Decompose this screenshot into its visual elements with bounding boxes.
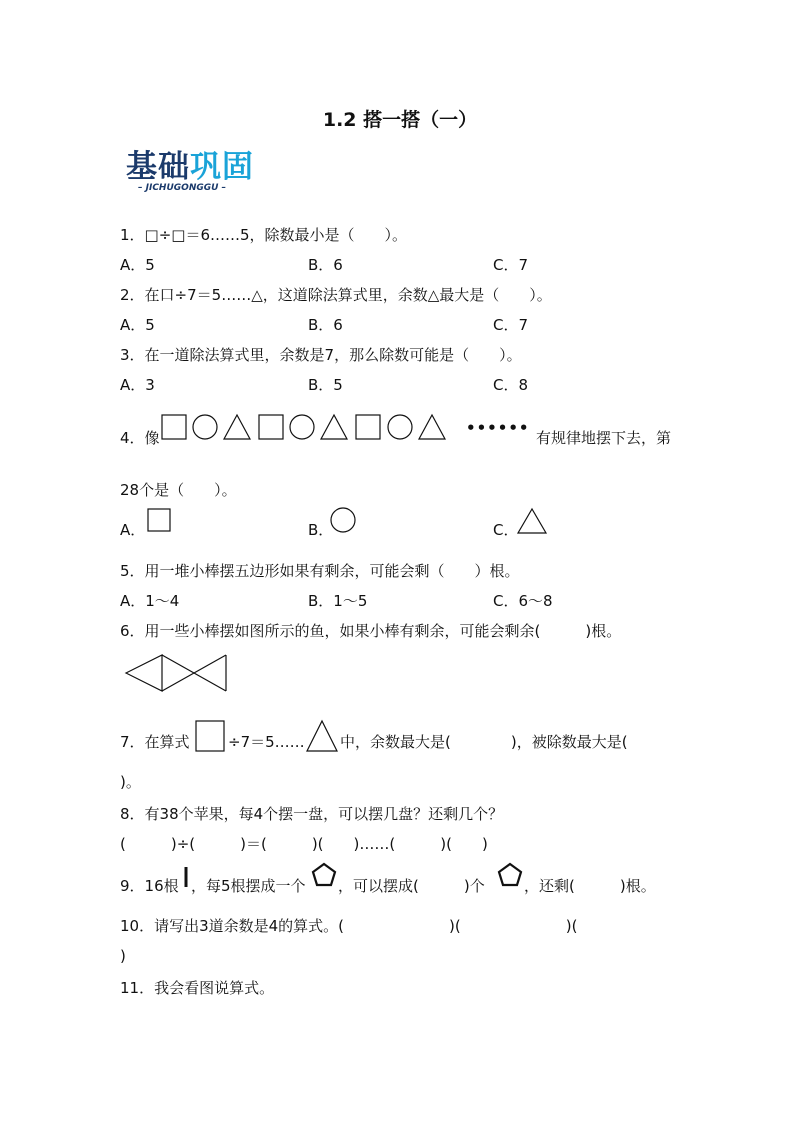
q5-stem: 5．用一堆小棒摆五边形如果有剩余，可能会剩（ ）根。 (120, 562, 520, 580)
triangle-icon (224, 415, 250, 439)
pentagon-icon (497, 862, 523, 888)
q1-option-c: C．7 (493, 256, 529, 274)
q6-stem: 6．用一些小棒摆如图所示的鱼，如果小棒有剩余，可能会剩余( )根。 (120, 622, 622, 640)
q1-option-b: B．6 (308, 256, 343, 274)
q8-stem: 8．有38个苹果，每4个摆一盘，可以摆几盘？还剩几个？ (120, 805, 504, 823)
q2-option-c: C．7 (493, 316, 529, 334)
square-box-icon (194, 719, 226, 753)
q4-option-b: B． (308, 521, 334, 539)
triangle-icon (321, 415, 347, 439)
q9-part4: ，还剩( )根。 (524, 877, 656, 895)
circle-icon (388, 415, 412, 439)
triangle-icon (516, 507, 548, 535)
square-icon (146, 507, 172, 533)
q3-option-c: C．8 (493, 376, 529, 394)
q3-option-b: B．5 (308, 376, 343, 394)
q9-part3: ，可以摆成( )个 (338, 877, 485, 895)
q2-option-b: B．6 (308, 316, 343, 334)
square-icon (162, 415, 186, 439)
q7-line2: )。 (120, 773, 141, 791)
stick-icon (182, 866, 190, 888)
q5-option-b: B．1～5 (308, 592, 368, 610)
triangle-icon (419, 415, 445, 439)
q10-stem: 10．请写出3道余数是4的算式。( )( )( (120, 917, 578, 935)
q7-part2: ÷7＝5…… (228, 733, 305, 751)
q11-stem: 11．我会看图说算式。 (120, 979, 275, 997)
square-icon (356, 415, 380, 439)
circle-icon (290, 415, 314, 439)
q4-prefix: 4．像 (120, 429, 160, 447)
q7-part3: 中，余数最大是( )，被除数最大是( (340, 733, 628, 751)
q5-option-a: A．1～4 (120, 592, 180, 610)
q8-line2: ( )÷( )＝( )( )……( )( ) (120, 835, 488, 853)
q4-option-c: C． (493, 521, 519, 539)
fish-stick-figure (124, 652, 230, 694)
pentagon-icon (311, 862, 337, 888)
q1-option-a: A．5 (120, 256, 155, 274)
q7-part1: 7．在算式 (120, 733, 190, 751)
q9-part1: 9．16根 (120, 877, 179, 895)
q3-stem: 3．在一道除法算式里，余数是7，那么除数可能是（ ）。 (120, 346, 522, 364)
q9-part2: ，每5根摆成一个 (191, 877, 306, 895)
square-icon (259, 415, 283, 439)
q2-option-a: A．5 (120, 316, 155, 334)
circle-icon (193, 415, 217, 439)
triangle-icon (305, 719, 339, 753)
section-logo (126, 150, 268, 194)
q5-option-c: C．6～8 (493, 592, 553, 610)
q4-ellipsis-dots: •••••• (466, 419, 530, 437)
shape-pattern-sequence (160, 412, 456, 444)
q4-option-a: A． (120, 521, 146, 539)
q4-suffix: 有规律地摆下去，第 (536, 429, 672, 447)
q10-line2: ) (120, 947, 126, 965)
q4-line2: 28个是（ ）。 (120, 481, 237, 499)
circle-icon (328, 505, 358, 535)
logo-text: 基础巩固 (126, 149, 254, 185)
page-title: 1.2 搭一搭（一） (322, 109, 478, 131)
q1-stem: 1．□÷□＝6……5，除数最小是（ ）。 (120, 226, 408, 244)
logo-subtitle: – JICHUGONGGU – (138, 183, 227, 193)
q2-stem: 2．在口÷7＝5……△，这道除法算式里，余数△最大是（ ）。 (120, 286, 552, 304)
q3-option-a: A．3 (120, 376, 155, 394)
